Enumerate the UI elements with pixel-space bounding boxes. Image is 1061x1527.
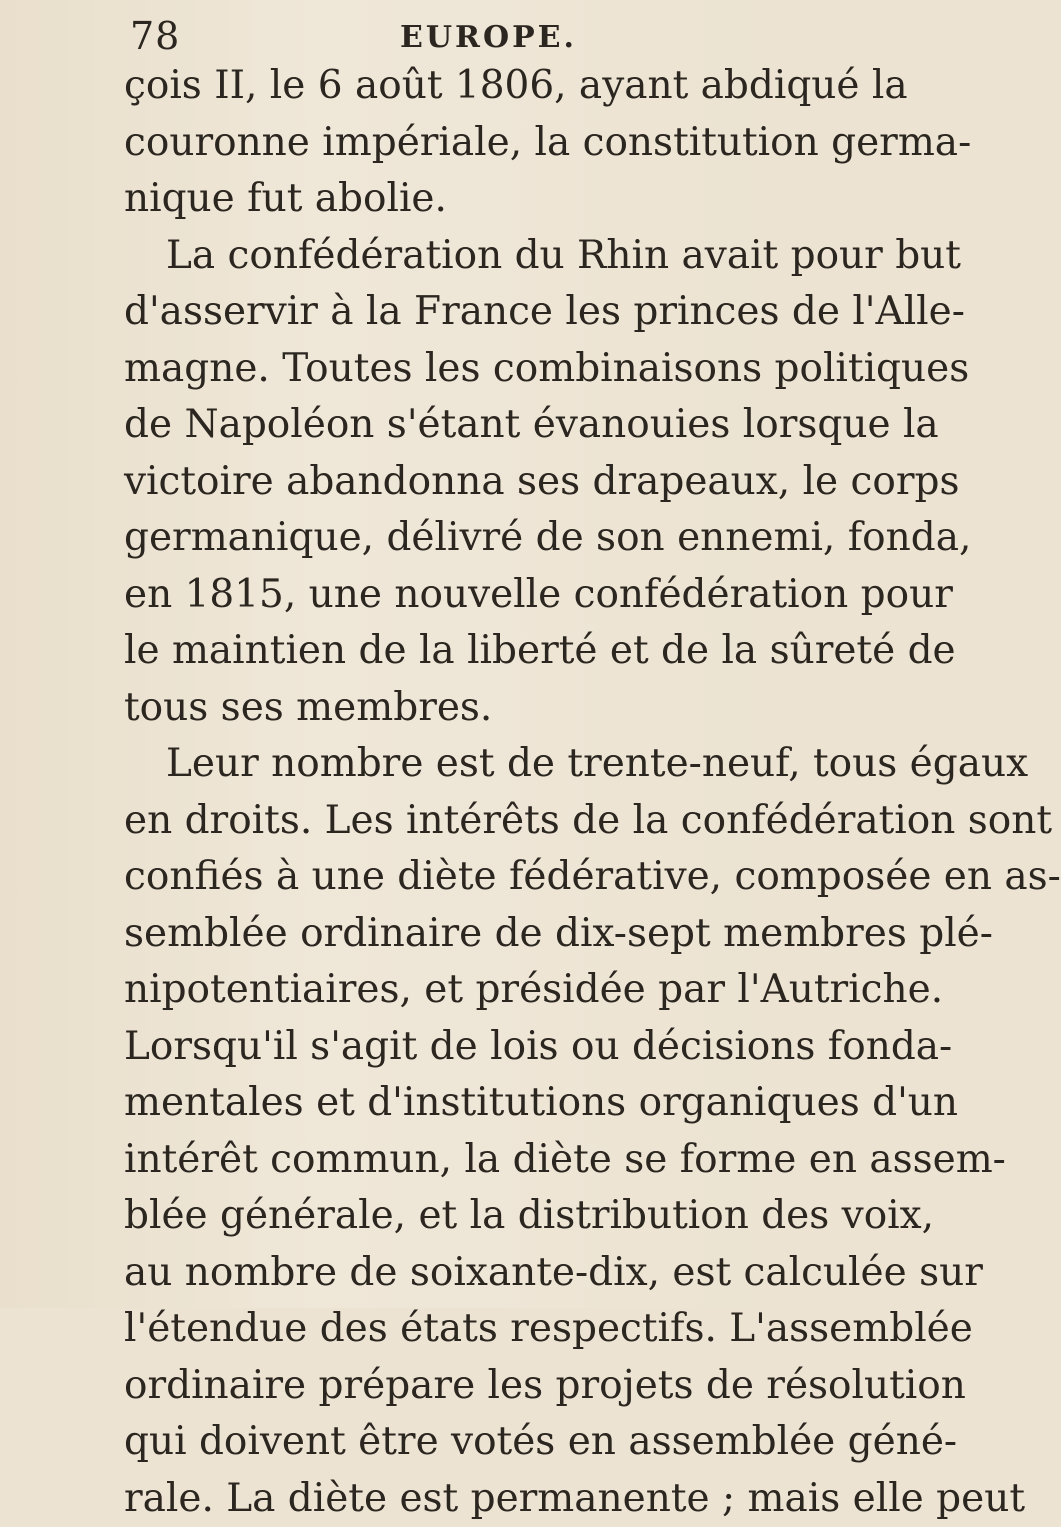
text-line: l'étendue des états respectifs. L'assemblée xyxy=(40,1301,800,1358)
running-head: EUROPE. xyxy=(400,18,577,58)
text-line: Lorsqu'il s'agit de lois ou décisions fonda- xyxy=(40,1019,800,1076)
text-line: en 1815, une nouvelle confédération pour xyxy=(40,567,800,624)
text-line: au nombre de soixante-dix, est calculée sur xyxy=(40,1245,800,1302)
text-line: rale. La diète est permanente ; mais elle peut xyxy=(40,1471,800,1527)
text-line: confiés à une diète fédérative, composée en as- xyxy=(40,849,800,906)
page-number: 78 xyxy=(130,14,180,58)
text-line: tous ses membres. xyxy=(40,680,800,737)
text-line: nique fut abolie. xyxy=(40,171,800,228)
text-line: couronne impériale, la constitution germa- xyxy=(40,115,800,172)
text-line: çois II, le 6 août 1806, ayant abdiqué la xyxy=(40,58,800,115)
text-line: Leur nombre est de trente-neuf, tous égaux xyxy=(40,736,800,793)
page-header xyxy=(130,14,690,58)
text-line: germanique, délivré de son ennemi, fonda, xyxy=(40,510,800,567)
text-line: de Napoléon s'étant évanouies lorsque la xyxy=(40,397,800,454)
text-line: intérêt commun, la diète se forme en assem- xyxy=(40,1132,800,1189)
text-line: ordinaire prépare les projets de résolution xyxy=(40,1358,800,1415)
text-line: le maintien de la liberté et de la sûreté de xyxy=(40,623,800,680)
body-text xyxy=(40,58,800,1527)
text-line: victoire abandonna ses drapeaux, le corps xyxy=(40,454,800,511)
text-line: semblée ordinaire de dix-sept membres plé- xyxy=(40,906,800,963)
text-line: magne. Toutes les combinaisons politiques xyxy=(40,341,800,398)
text-line: d'asservir à la France les princes de l'Alle- xyxy=(40,284,800,341)
text-line: blée générale, et la distribution des voix, xyxy=(40,1188,800,1245)
text-line: La confédération du Rhin avait pour but xyxy=(40,228,800,285)
text-line: qui doivent être votés en assemblée géné- xyxy=(40,1414,800,1471)
text-line: nipotentiaires, et présidée par l'Autriche. xyxy=(40,962,800,1019)
text-line: en droits. Les intérêts de la confédération sont xyxy=(40,793,800,850)
text-line: mentales et d'institutions organiques d'un xyxy=(40,1075,800,1132)
